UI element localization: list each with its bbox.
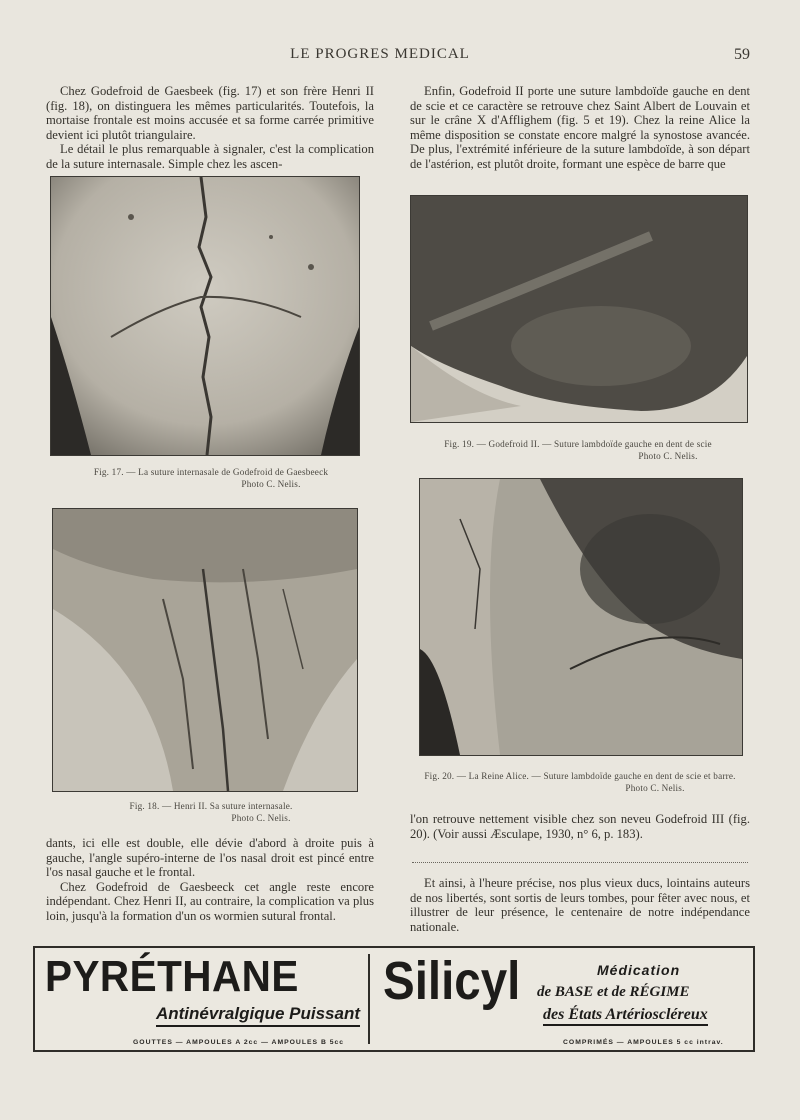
figure-18-credit: Photo C. Nelis. xyxy=(231,813,291,823)
silicyl-forms: COMPRIMÉS — AMPOULES 5 cc intrav. xyxy=(563,1039,724,1046)
figure-18-caption-text: Fig. 18. — Henri II. Sa suture internasale. xyxy=(129,801,293,811)
figure-20-photo xyxy=(419,478,743,756)
figure-19-caption-text: Fig. 19. — Godefroid II. — Suture lambdoïde gauche en dent de scie xyxy=(444,439,712,449)
right-column-top-text xyxy=(410,84,750,172)
paragraph: dants, ici elle est double, elle dévie d'abord à droite puis à gauche, l'angle supéro-interne de l'os nasal droit est pincé entre l'os nasal gauche et le frontal. xyxy=(46,836,374,880)
silicyl-name: Silicyl xyxy=(383,951,521,1011)
pyrethane-forms: GOUTTES — AMPOULES A 2cc — AMPOULES B 5cc xyxy=(133,1039,345,1046)
figure-19-credit: Photo C. Nelis. xyxy=(638,451,698,461)
figure-20-credit: Photo C. Nelis. xyxy=(625,783,685,793)
figure-17-caption-text: Fig. 17. — La suture internasale de Godefroid de Gaesbeeck xyxy=(93,467,329,477)
pyrethane-tagline: Antinévralgique Puissant xyxy=(156,1004,360,1027)
figure-17-credit: Photo C. Nelis. xyxy=(241,479,301,489)
pyrethane-ad xyxy=(35,948,368,1050)
figure-17-photo xyxy=(50,176,360,456)
closing-paragraph xyxy=(410,876,750,934)
figure-19-photo xyxy=(410,195,748,423)
silicyl-line-1: Médication xyxy=(597,962,681,978)
page-number: 59 xyxy=(734,46,750,63)
silicyl-line-2: de BASE et de RÉGIME xyxy=(537,984,690,1000)
page-header xyxy=(0,46,800,70)
figure-20-caption-text: Fig. 20. — La Reine Alice. — Suture lambdoïde gauche en dent de scie et barre. xyxy=(424,771,736,781)
paragraph: Enfin, Godefroid II porte une suture lambdoïde gauche en dent de scie et ce caractère se retrouve chez Saint Albert de Louvain et sur le crâne X d'Afflighem (fig. 5 et 19). Chez la reine Alice la même disposition se constate encore malgré la synostose avancée. De plus, l'extrémité inférieure de la suture lambdoïde, à son départ de l'astérion, est plutôt droite, formant une espèce de barre que xyxy=(410,84,750,171)
right-column-bottom-text xyxy=(410,812,750,841)
paragraph: Chez Godefroid de Gaesbeeck cet angle reste encore indépendant. Chez Henri II, au contraire, la complication va plus loin, jusqu'à la formation d'un os wormien sutural frontal. xyxy=(46,879,374,923)
silicyl-ad xyxy=(371,948,753,1050)
figure-19-caption xyxy=(406,438,750,462)
paragraph: Chez Godefroid de Gaesbeek (fig. 17) et son frère Henri II (fig. 18), on distinguera les mêmes particularités. Toutefois, la mortaise frontale est moins accusée et sa forme carrée primitive devient ici plutôt triangulaire. xyxy=(46,84,374,142)
ad-divider xyxy=(368,954,370,1044)
journal-title: LE PROGRES MEDICAL xyxy=(290,46,470,62)
left-column-bottom-text xyxy=(46,836,374,924)
silicyl-line-3: des États Artérioscléreux xyxy=(543,1006,708,1026)
paragraph: Le détail le plus remarquable à signaler, c'est la complication de la suture internasale. Simple chez les ascen- xyxy=(46,142,374,171)
figure-20-caption xyxy=(412,770,748,794)
figure-18-photo xyxy=(52,508,358,792)
section-divider xyxy=(412,862,748,863)
pyrethane-name: PYRÉTHANE xyxy=(45,952,299,1001)
paragraph: Et ainsi, à l'heure précise, nos plus vieux ducs, lointains auteurs de nos libertés, sont sortis de leurs tombes, pour fêter avec nous, et illustrer de leur présence, le centenaire de notre indépendance nationale. xyxy=(410,876,750,934)
figure-18-caption xyxy=(46,800,376,824)
paragraph: l'on retrouve nettement visible chez son neveu Godefroid III (fig. 20). (Voir aussi Æsculape, 1930, n° 6, p. 183). xyxy=(410,812,750,841)
left-column-top-text xyxy=(46,84,374,172)
advertisement-banner xyxy=(33,946,755,1052)
figure-17-caption xyxy=(46,466,376,490)
